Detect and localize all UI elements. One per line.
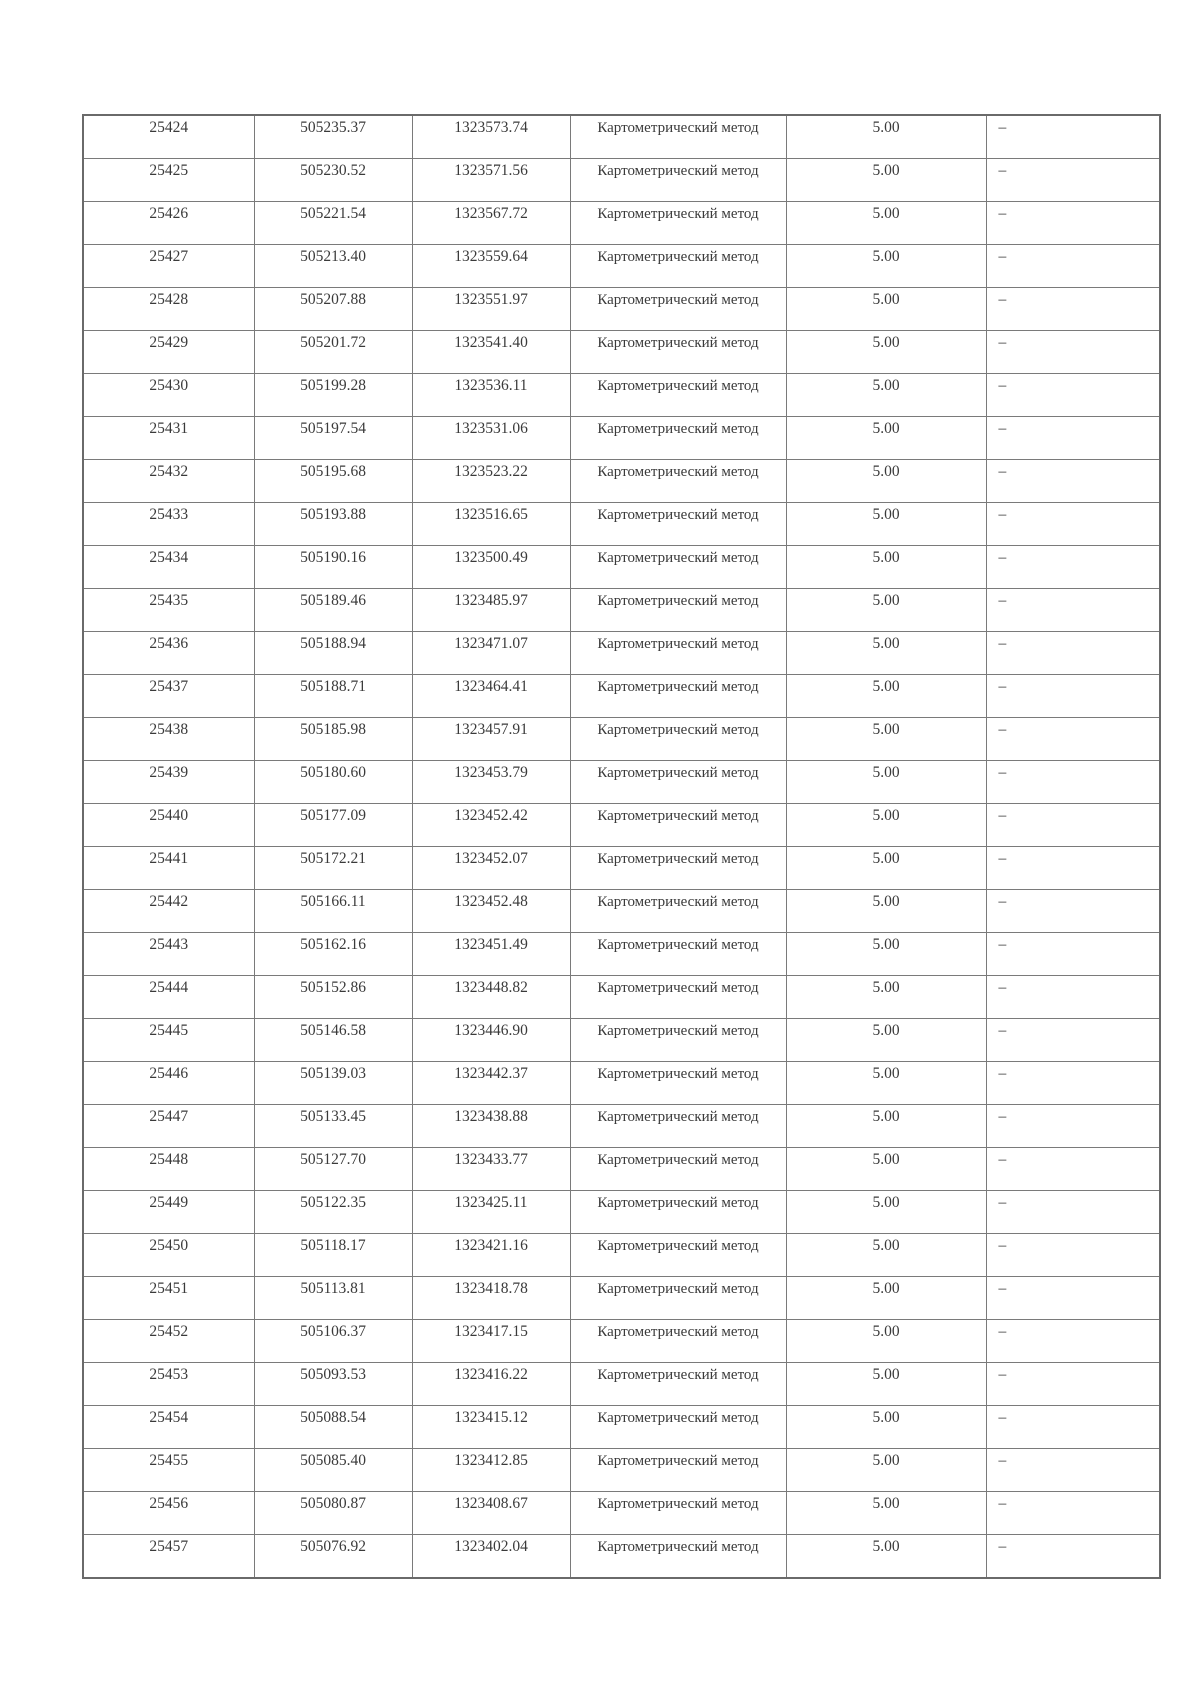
table-row: [83, 417, 1160, 460]
method-cell: Картометрический метод: [570, 115, 786, 159]
y-coordinate-cell: 1323516.65: [412, 503, 570, 546]
note-cell: –: [986, 245, 1160, 288]
accuracy-cell: 5.00: [786, 115, 986, 159]
point-number-cell: 25449: [83, 1191, 254, 1234]
table-row: [83, 976, 1160, 1019]
accuracy-cell: 5.00: [786, 1406, 986, 1449]
accuracy-cell: 5.00: [786, 503, 986, 546]
table-row: [83, 675, 1160, 718]
note-cell: –: [986, 1277, 1160, 1320]
point-number-cell: 25437: [83, 675, 254, 718]
table-row: [83, 1363, 1160, 1406]
method-cell: Картометрический метод: [570, 245, 786, 288]
point-number-cell: 25427: [83, 245, 254, 288]
accuracy-cell: 5.00: [786, 1019, 986, 1062]
point-number-cell: 25456: [83, 1492, 254, 1535]
table-row: [83, 847, 1160, 890]
accuracy-cell: 5.00: [786, 976, 986, 1019]
note-cell: –: [986, 675, 1160, 718]
note-cell: –: [986, 202, 1160, 245]
method-cell: Картометрический метод: [570, 890, 786, 933]
point-number-cell: 25438: [83, 718, 254, 761]
point-number-cell: 25433: [83, 503, 254, 546]
table-row: [83, 1320, 1160, 1363]
point-number-cell: 25451: [83, 1277, 254, 1320]
accuracy-cell: 5.00: [786, 1191, 986, 1234]
y-coordinate-cell: 1323433.77: [412, 1148, 570, 1191]
point-number-cell: 25439: [83, 761, 254, 804]
note-cell: –: [986, 1105, 1160, 1148]
x-coordinate-cell: 505139.03: [254, 1062, 412, 1105]
accuracy-cell: 5.00: [786, 589, 986, 632]
y-coordinate-cell: 1323425.11: [412, 1191, 570, 1234]
table-row: [83, 288, 1160, 331]
point-number-cell: 25429: [83, 331, 254, 374]
note-cell: –: [986, 1363, 1160, 1406]
y-coordinate-cell: 1323453.79: [412, 761, 570, 804]
y-coordinate-cell: 1323416.22: [412, 1363, 570, 1406]
point-number-cell: 25440: [83, 804, 254, 847]
method-cell: Картометрический метод: [570, 1019, 786, 1062]
point-number-cell: 25455: [83, 1449, 254, 1492]
method-cell: Картометрический метод: [570, 1492, 786, 1535]
point-number-cell: 25452: [83, 1320, 254, 1363]
x-coordinate-cell: 505185.98: [254, 718, 412, 761]
note-cell: –: [986, 546, 1160, 589]
method-cell: Картометрический метод: [570, 331, 786, 374]
table-row: [83, 933, 1160, 976]
table-row: [83, 245, 1160, 288]
method-cell: Картометрический метод: [570, 675, 786, 718]
note-cell: –: [986, 589, 1160, 632]
method-cell: Картометрический метод: [570, 1105, 786, 1148]
x-coordinate-cell: 505177.09: [254, 804, 412, 847]
accuracy-cell: 5.00: [786, 1062, 986, 1105]
note-cell: –: [986, 1320, 1160, 1363]
y-coordinate-cell: 1323464.41: [412, 675, 570, 718]
y-coordinate-cell: 1323471.07: [412, 632, 570, 675]
point-number-cell: 25432: [83, 460, 254, 503]
table-row: [83, 546, 1160, 589]
y-coordinate-cell: 1323418.78: [412, 1277, 570, 1320]
accuracy-cell: 5.00: [786, 288, 986, 331]
x-coordinate-cell: 505195.68: [254, 460, 412, 503]
note-cell: –: [986, 331, 1160, 374]
x-coordinate-cell: 505122.35: [254, 1191, 412, 1234]
method-cell: Картометрический метод: [570, 1320, 786, 1363]
point-number-cell: 25425: [83, 159, 254, 202]
note-cell: –: [986, 761, 1160, 804]
note-cell: –: [986, 632, 1160, 675]
accuracy-cell: 5.00: [786, 202, 986, 245]
method-cell: Картометрический метод: [570, 417, 786, 460]
method-cell: Картометрический метод: [570, 546, 786, 589]
accuracy-cell: 5.00: [786, 417, 986, 460]
point-number-cell: 25453: [83, 1363, 254, 1406]
point-number-cell: 25424: [83, 115, 254, 159]
y-coordinate-cell: 1323559.64: [412, 245, 570, 288]
x-coordinate-cell: 505180.60: [254, 761, 412, 804]
table-row: [83, 460, 1160, 503]
method-cell: Картометрический метод: [570, 718, 786, 761]
accuracy-cell: 5.00: [786, 1277, 986, 1320]
point-number-cell: 25428: [83, 288, 254, 331]
y-coordinate-cell: 1323536.11: [412, 374, 570, 417]
y-coordinate-cell: 1323412.85: [412, 1449, 570, 1492]
note-cell: –: [986, 1535, 1160, 1579]
table-row: [83, 1449, 1160, 1492]
note-cell: –: [986, 1148, 1160, 1191]
x-coordinate-cell: 505188.71: [254, 675, 412, 718]
note-cell: –: [986, 1062, 1160, 1105]
table-row: [83, 1148, 1160, 1191]
y-coordinate-cell: 1323457.91: [412, 718, 570, 761]
note-cell: –: [986, 374, 1160, 417]
x-coordinate-cell: 505127.70: [254, 1148, 412, 1191]
table-row: [83, 374, 1160, 417]
method-cell: Картометрический метод: [570, 159, 786, 202]
point-number-cell: 25446: [83, 1062, 254, 1105]
point-number-cell: 25454: [83, 1406, 254, 1449]
note-cell: –: [986, 115, 1160, 159]
note-cell: –: [986, 417, 1160, 460]
note-cell: –: [986, 460, 1160, 503]
y-coordinate-cell: 1323438.88: [412, 1105, 570, 1148]
y-coordinate-cell: 1323531.06: [412, 417, 570, 460]
table-row: [83, 1191, 1160, 1234]
y-coordinate-cell: 1323402.04: [412, 1535, 570, 1579]
y-coordinate-cell: 1323452.48: [412, 890, 570, 933]
point-number-cell: 25457: [83, 1535, 254, 1579]
y-coordinate-cell: 1323421.16: [412, 1234, 570, 1277]
y-coordinate-cell: 1323452.42: [412, 804, 570, 847]
method-cell: Картометрический метод: [570, 589, 786, 632]
accuracy-cell: 5.00: [786, 374, 986, 417]
note-cell: –: [986, 804, 1160, 847]
y-coordinate-cell: 1323446.90: [412, 1019, 570, 1062]
table-row: [83, 503, 1160, 546]
accuracy-cell: 5.00: [786, 933, 986, 976]
table-row: [83, 202, 1160, 245]
y-coordinate-cell: 1323442.37: [412, 1062, 570, 1105]
method-cell: Картометрический метод: [570, 1535, 786, 1579]
x-coordinate-cell: 505080.87: [254, 1492, 412, 1535]
accuracy-cell: 5.00: [786, 245, 986, 288]
method-cell: Картометрический метод: [570, 632, 786, 675]
point-number-cell: 25450: [83, 1234, 254, 1277]
x-coordinate-cell: 505221.54: [254, 202, 412, 245]
accuracy-cell: 5.00: [786, 1148, 986, 1191]
method-cell: Картометрический метод: [570, 933, 786, 976]
method-cell: Картометрический метод: [570, 460, 786, 503]
method-cell: Картометрический метод: [570, 1363, 786, 1406]
x-coordinate-cell: 505088.54: [254, 1406, 412, 1449]
table-row: [83, 890, 1160, 933]
method-cell: Картометрический метод: [570, 976, 786, 1019]
accuracy-cell: 5.00: [786, 331, 986, 374]
note-cell: –: [986, 159, 1160, 202]
note-cell: –: [986, 933, 1160, 976]
table-row: [83, 159, 1160, 202]
point-number-cell: 25448: [83, 1148, 254, 1191]
point-number-cell: 25443: [83, 933, 254, 976]
note-cell: –: [986, 847, 1160, 890]
x-coordinate-cell: 505230.52: [254, 159, 412, 202]
method-cell: Картометрический метод: [570, 1062, 786, 1105]
method-cell: Картометрический метод: [570, 374, 786, 417]
y-coordinate-cell: 1323451.49: [412, 933, 570, 976]
note-cell: –: [986, 1019, 1160, 1062]
y-coordinate-cell: 1323541.40: [412, 331, 570, 374]
y-coordinate-cell: 1323452.07: [412, 847, 570, 890]
x-coordinate-cell: 505235.37: [254, 115, 412, 159]
method-cell: Картометрический метод: [570, 1191, 786, 1234]
note-cell: –: [986, 718, 1160, 761]
table-row: [83, 1406, 1160, 1449]
table-row: [83, 1105, 1160, 1148]
point-number-cell: 25431: [83, 417, 254, 460]
y-coordinate-cell: 1323448.82: [412, 976, 570, 1019]
x-coordinate-cell: 505189.46: [254, 589, 412, 632]
note-cell: –: [986, 288, 1160, 331]
accuracy-cell: 5.00: [786, 1105, 986, 1148]
method-cell: Картометрический метод: [570, 288, 786, 331]
method-cell: Картометрический метод: [570, 1406, 786, 1449]
x-coordinate-cell: 505188.94: [254, 632, 412, 675]
method-cell: Картометрический метод: [570, 761, 786, 804]
y-coordinate-cell: 1323417.15: [412, 1320, 570, 1363]
coordinates-table: [82, 114, 1161, 1579]
note-cell: –: [986, 976, 1160, 1019]
table-row: [83, 632, 1160, 675]
method-cell: Картометрический метод: [570, 202, 786, 245]
x-coordinate-cell: 505085.40: [254, 1449, 412, 1492]
x-coordinate-cell: 505207.88: [254, 288, 412, 331]
table-row: [83, 1062, 1160, 1105]
point-number-cell: 25445: [83, 1019, 254, 1062]
x-coordinate-cell: 505162.16: [254, 933, 412, 976]
accuracy-cell: 5.00: [786, 1320, 986, 1363]
method-cell: Картометрический метод: [570, 1148, 786, 1191]
x-coordinate-cell: 505146.58: [254, 1019, 412, 1062]
point-number-cell: 25436: [83, 632, 254, 675]
note-cell: –: [986, 1191, 1160, 1234]
note-cell: –: [986, 503, 1160, 546]
accuracy-cell: 5.00: [786, 1535, 986, 1579]
coordinates-table-body: [83, 115, 1160, 1578]
x-coordinate-cell: 505093.53: [254, 1363, 412, 1406]
point-number-cell: 25430: [83, 374, 254, 417]
x-coordinate-cell: 505113.81: [254, 1277, 412, 1320]
table-row: [83, 115, 1160, 159]
accuracy-cell: 5.00: [786, 675, 986, 718]
accuracy-cell: 5.00: [786, 546, 986, 589]
note-cell: –: [986, 890, 1160, 933]
table-row: [83, 1535, 1160, 1579]
accuracy-cell: 5.00: [786, 761, 986, 804]
x-coordinate-cell: 505199.28: [254, 374, 412, 417]
note-cell: –: [986, 1449, 1160, 1492]
y-coordinate-cell: 1323500.49: [412, 546, 570, 589]
point-number-cell: 25447: [83, 1105, 254, 1148]
x-coordinate-cell: 505193.88: [254, 503, 412, 546]
table-row: [83, 589, 1160, 632]
point-number-cell: 25426: [83, 202, 254, 245]
y-coordinate-cell: 1323571.56: [412, 159, 570, 202]
table-row: [83, 718, 1160, 761]
y-coordinate-cell: 1323567.72: [412, 202, 570, 245]
x-coordinate-cell: 505133.45: [254, 1105, 412, 1148]
accuracy-cell: 5.00: [786, 460, 986, 503]
note-cell: –: [986, 1406, 1160, 1449]
y-coordinate-cell: 1323415.12: [412, 1406, 570, 1449]
table-row: [83, 1234, 1160, 1277]
note-cell: –: [986, 1492, 1160, 1535]
accuracy-cell: 5.00: [786, 804, 986, 847]
x-coordinate-cell: 505197.54: [254, 417, 412, 460]
accuracy-cell: 5.00: [786, 1492, 986, 1535]
x-coordinate-cell: 505106.37: [254, 1320, 412, 1363]
x-coordinate-cell: 505166.11: [254, 890, 412, 933]
accuracy-cell: 5.00: [786, 1363, 986, 1406]
y-coordinate-cell: 1323551.97: [412, 288, 570, 331]
x-coordinate-cell: 505076.92: [254, 1535, 412, 1579]
x-coordinate-cell: 505201.72: [254, 331, 412, 374]
x-coordinate-cell: 505118.17: [254, 1234, 412, 1277]
method-cell: Картометрический метод: [570, 503, 786, 546]
accuracy-cell: 5.00: [786, 1449, 986, 1492]
y-coordinate-cell: 1323573.74: [412, 115, 570, 159]
table-row: [83, 1277, 1160, 1320]
y-coordinate-cell: 1323523.22: [412, 460, 570, 503]
point-number-cell: 25442: [83, 890, 254, 933]
x-coordinate-cell: 505213.40: [254, 245, 412, 288]
point-number-cell: 25434: [83, 546, 254, 589]
method-cell: Картометрический метод: [570, 847, 786, 890]
accuracy-cell: 5.00: [786, 1234, 986, 1277]
method-cell: Картометрический метод: [570, 1234, 786, 1277]
note-cell: –: [986, 1234, 1160, 1277]
x-coordinate-cell: 505152.86: [254, 976, 412, 1019]
x-coordinate-cell: 505172.21: [254, 847, 412, 890]
point-number-cell: 25435: [83, 589, 254, 632]
accuracy-cell: 5.00: [786, 159, 986, 202]
table-row: [83, 761, 1160, 804]
y-coordinate-cell: 1323485.97: [412, 589, 570, 632]
accuracy-cell: 5.00: [786, 847, 986, 890]
table-row: [83, 1492, 1160, 1535]
method-cell: Картометрический метод: [570, 1449, 786, 1492]
accuracy-cell: 5.00: [786, 718, 986, 761]
accuracy-cell: 5.00: [786, 632, 986, 675]
x-coordinate-cell: 505190.16: [254, 546, 412, 589]
y-coordinate-cell: 1323408.67: [412, 1492, 570, 1535]
table-row: [83, 331, 1160, 374]
point-number-cell: 25444: [83, 976, 254, 1019]
table-row: [83, 1019, 1160, 1062]
method-cell: Картометрический метод: [570, 804, 786, 847]
point-number-cell: 25441: [83, 847, 254, 890]
method-cell: Картометрический метод: [570, 1277, 786, 1320]
table-row: [83, 804, 1160, 847]
accuracy-cell: 5.00: [786, 890, 986, 933]
